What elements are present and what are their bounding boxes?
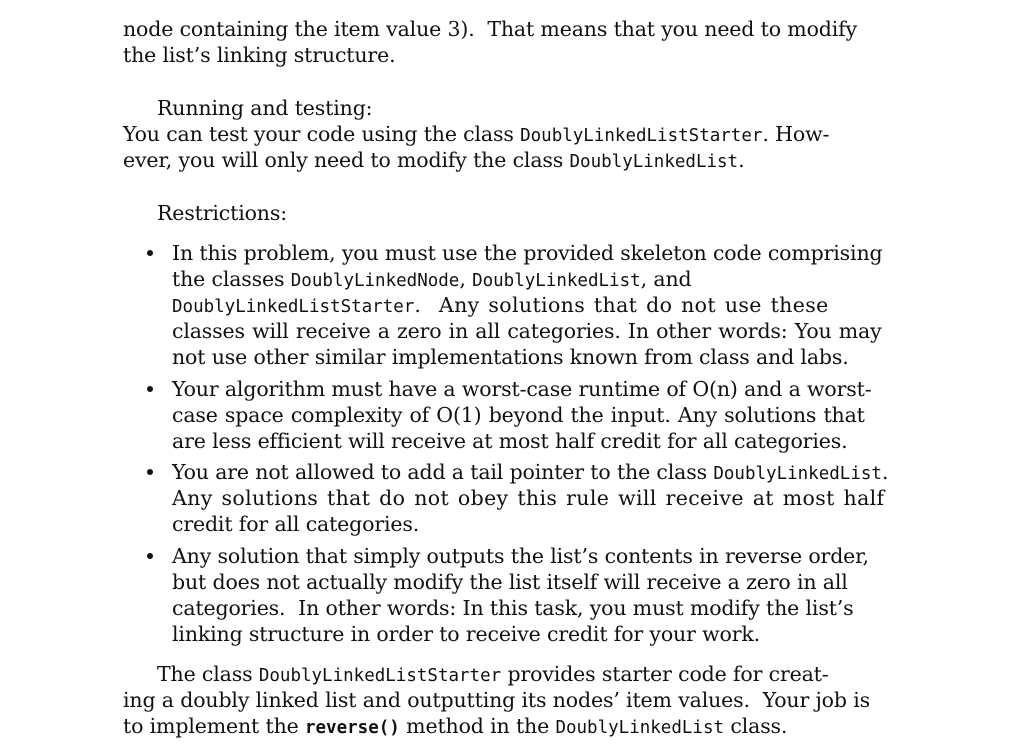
inline-code: DoublyLinkedList bbox=[713, 464, 882, 484]
running-testing-line-2: ever, you will only need to modify the class DoublyLinkedList. bbox=[123, 148, 745, 172]
restriction-1-line-5: not use other similar implementations known from class and labs. bbox=[172, 345, 849, 369]
inline-code: DoublyLinkedList bbox=[569, 152, 739, 172]
bullet-icon bbox=[147, 250, 153, 256]
restriction-1-line-1: In this problem, you must use the provided skeleton code comprising bbox=[172, 241, 883, 265]
restriction-3-line-2: Any solutions that do not obey this rule will receive at most half bbox=[172, 486, 885, 510]
running-testing-heading: Running and testing: bbox=[157, 96, 373, 120]
restriction-2-line-3: are less efficient will receive at most half credit for all categories. bbox=[172, 429, 848, 453]
running-testing-line-1: You can test your code using the class DoublyLinkedListStarter. How- bbox=[123, 122, 830, 146]
bullet-icon bbox=[147, 553, 153, 559]
inline-code: DoublyLinkedList bbox=[472, 271, 641, 291]
restriction-1-line-4: classes will receive a zero in all categories. In other words: You may bbox=[172, 319, 882, 343]
restriction-4-line-4: linking structure in order to receive credit for your work. bbox=[172, 622, 760, 646]
bullet-icon bbox=[147, 386, 153, 392]
restriction-2-line-1: Your algorithm must have a worst-case runtime of O(n) and a worst- bbox=[172, 377, 872, 401]
closing-line-1: The class DoublyLinkedListStarter provides starter code for creat- bbox=[157, 662, 829, 686]
restriction-1-line-3: DoublyLinkedListStarter. Any solutions that do not use these bbox=[172, 293, 829, 317]
restriction-3-line-1: You are not allowed to add a tail pointer to the class DoublyLinkedList. bbox=[172, 460, 889, 484]
restriction-2-line-2: case space complexity of O(1) beyond the input. Any solutions that bbox=[172, 403, 865, 427]
closing-line-2: ing a doubly linked list and outputting its nodes’ item values. Your job is bbox=[123, 688, 870, 712]
inline-code: DoublyLinkedListStarter bbox=[520, 126, 763, 146]
inline-code: DoublyLinkedListStarter bbox=[258, 666, 502, 686]
restriction-3-line-3: credit for all categories. bbox=[172, 512, 420, 536]
intro-line-2: the list’s linking structure. bbox=[123, 43, 396, 67]
restriction-1-line-2: the classes DoublyLinkedNode, DoublyLinkedList, and bbox=[172, 267, 692, 291]
restriction-4-line-1: Any solution that simply outputs the list’s contents in reverse order, bbox=[172, 544, 869, 568]
restriction-4-line-2: but does not actually modify the list itself will receive a zero in all bbox=[172, 570, 848, 594]
inline-code: DoublyLinkedListStarter bbox=[172, 297, 415, 317]
bullet-icon bbox=[147, 469, 153, 475]
restriction-4-line-3: categories. In other words: In this task, you must modify the list’s bbox=[172, 596, 854, 620]
closing-line-3: to implement the reverse() method in the DoublyLinkedList class. bbox=[123, 714, 788, 738]
inline-code: DoublyLinkedNode bbox=[290, 271, 460, 291]
intro-line-1: node containing the item value 3). That means that you need to modify bbox=[123, 17, 858, 41]
restrictions-heading: Restrictions: bbox=[157, 201, 287, 225]
inline-code: DoublyLinkedList bbox=[555, 718, 725, 738]
inline-code: reverse() bbox=[304, 718, 400, 738]
